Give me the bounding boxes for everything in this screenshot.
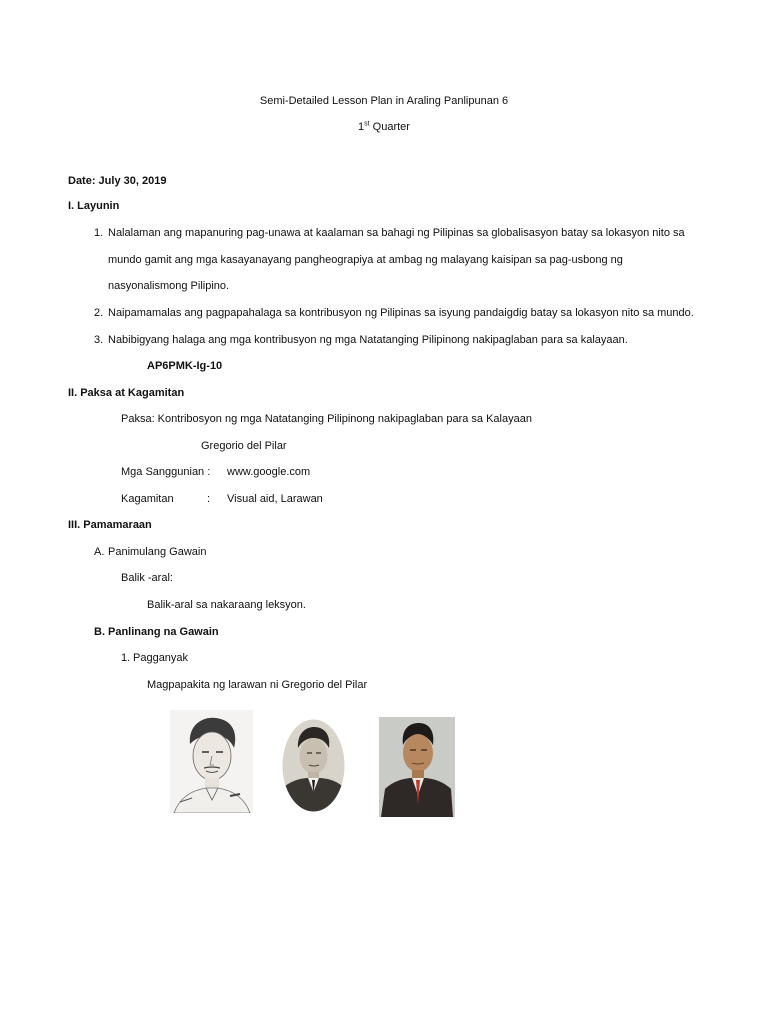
part-b-label: Panlinang na Gawain	[108, 626, 219, 638]
objective-2-line-1: Naipamamalas ang pagpapahalaga sa kontribusyon ng Pilipinas sa isyung pandaigdig batay sa lokasyon nito sa mundo.	[108, 307, 694, 319]
part-a-letter: A.	[94, 546, 105, 558]
oval-portrait-image	[281, 718, 346, 813]
document-title: Semi-Detailed Lesson Plan in Araling Panlipunan 6	[259, 95, 509, 107]
sanggunian-value: www.google.com	[227, 466, 311, 478]
objective-1-line-2: mundo gamit ang mga kasayanayang pangheograpiya at ambag ng malayang kaisipan sa pag-usbong ng	[108, 254, 623, 266]
balik-aral-text: Balik-aral sa nakaraang leksyon.	[147, 599, 306, 611]
objective-3-line-1: Nabibigyang halaga ang mga kontribusyon ng mga Natatanging Pilipinong nakipaglaban para sa kalayaan.	[108, 334, 628, 346]
objective-1-line-1: Nalalaman ang mapanuring pag-unawa at kaalaman sa bahagi ng Pilipinas sa globalisasyon batay sa lokasyon nito sa	[108, 227, 685, 239]
quarter-suffix: st	[364, 120, 370, 128]
objective-1-line-3: nasyonalismong Pilipino.	[108, 280, 230, 292]
section-pamamaraan-heading: III. Pamamaraan	[68, 519, 152, 531]
kagamitan-label: Kagamitan	[121, 493, 174, 505]
lesson-date: Date: July 30, 2019	[68, 175, 167, 187]
sketch-portrait-image	[170, 710, 253, 813]
competency-code: AP6PMK-Ig-10	[147, 360, 223, 372]
sanggunian-label: Mga Sanggunian :	[121, 466, 211, 478]
step-1-number: 1.	[121, 652, 131, 664]
paksa-text: Paksa: Kontribosyon ng mga Natatanging Pilipinong nakipaglaban para sa Kalayaan	[121, 413, 532, 425]
objective-2-number: 2.	[94, 307, 104, 319]
section-paksa-heading: II. Paksa at Kagamitan	[68, 387, 185, 399]
color-portrait-image	[379, 717, 455, 817]
balik-aral-label: Balik -aral:	[121, 572, 173, 584]
step-1-label: Pagganyak	[133, 652, 189, 664]
quarter-number: 1	[358, 121, 365, 133]
objective-1-number: 1.	[94, 227, 104, 239]
part-a-label: Panimulang Gawain	[108, 546, 207, 558]
kagamitan-colon: :	[207, 493, 211, 505]
quarter-word: Quarter	[369, 121, 410, 133]
quarter-label	[0, 120, 768, 134]
step-1-text: Magpapakita ng larawan ni Gregorio del Pilar	[147, 679, 368, 691]
paksa-subject: Gregorio del Pilar	[201, 440, 287, 452]
kagamitan-value: Visual aid, Larawan	[227, 493, 323, 505]
objective-3-number: 3.	[94, 334, 104, 346]
part-b-letter: B.	[94, 626, 105, 638]
section-layunin-heading: I. Layunin	[68, 200, 120, 212]
